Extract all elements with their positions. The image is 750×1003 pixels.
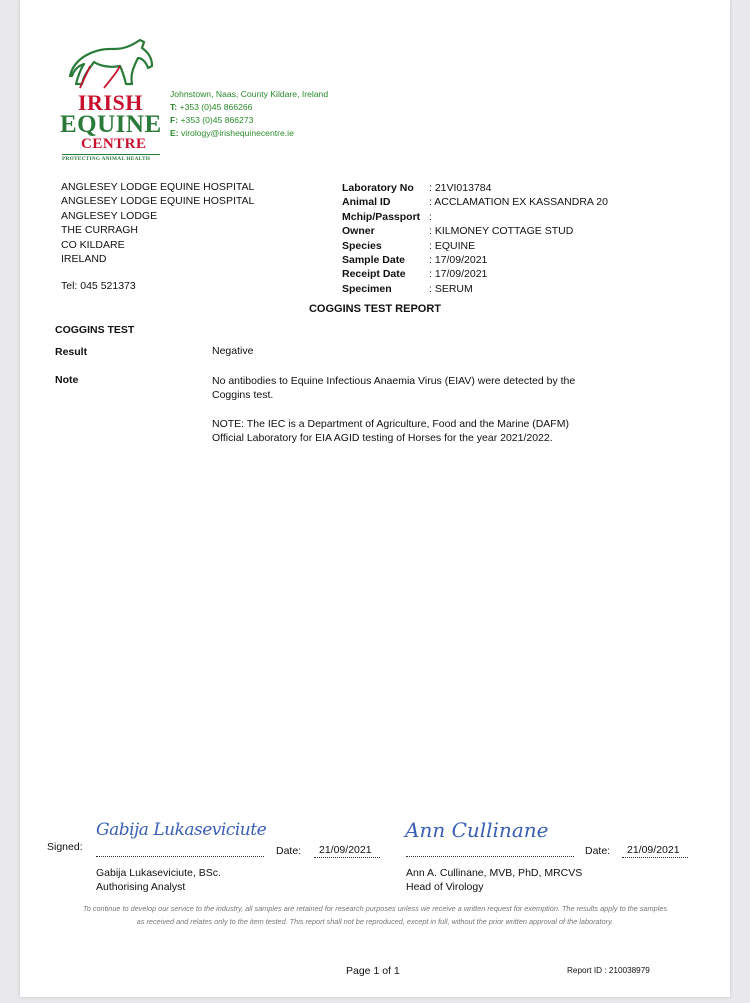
head-signatory [406, 866, 582, 894]
signature-head: Ann Cullinane [405, 818, 549, 842]
detail-row [342, 224, 608, 238]
logo-word-irish: IRISH [78, 90, 143, 115]
detail-value: : 17/09/2021 [429, 254, 488, 267]
result-label: Result [55, 346, 88, 358]
signature-line [96, 856, 264, 857]
signatory-name: Gabija Lukaseviciute, BSc. [96, 867, 221, 879]
logo-word-centre: CENTRE [81, 136, 147, 152]
sample-details [342, 181, 608, 296]
detail-value: : 21VI013784 [429, 182, 492, 194]
detail-row [342, 239, 608, 253]
date-line [314, 857, 380, 858]
signatory-name: Ann A. Cullinane, MVB, PhD, MRCVS [406, 867, 583, 879]
logo-word-equine: EQUINE [60, 111, 162, 138]
page-number: Page 1 of 1 [346, 965, 400, 977]
detail-value: : ACCLAMATION EX KASSANDRA 20 [429, 196, 608, 209]
address-line: ANGLESEY LODGE EQUINE HOSPITAL [61, 181, 255, 193]
contact-address: Johnstown, Naas, County Kildare, Ireland [170, 89, 329, 99]
recipient-address [61, 180, 254, 266]
detail-value: : EQUINE [429, 239, 476, 252]
disclaimer: To continue to develop our service to the industry, all samples are retained for research purposes unless we receive a written request for exemption. The results apply to the samples as received and relates only to the item tested. This report shall not be reproduced, except in full, without the prior written approval of the laboratory. [82, 904, 668, 926]
contact-email: E: virology@irishequinecentre.ie [170, 128, 294, 138]
signature-line [406, 856, 574, 857]
date-value: 21/09/2021 [319, 844, 372, 856]
detail-label: Specimen [342, 282, 392, 295]
detail-row [342, 181, 608, 195]
irish-equine-centre-logo [60, 36, 162, 168]
date-label: Date: [276, 845, 302, 857]
logo-tagline: PROTECTING ANIMAL HEALTH [62, 156, 151, 162]
signed-label: Signed: [47, 841, 83, 853]
horse-icon [60, 36, 162, 92]
address-line: ANGLESEY LODGE EQUINE HOSPITAL [61, 195, 255, 208]
address-line: THE CURRAGH [61, 224, 139, 237]
detail-value: : [429, 210, 432, 223]
signatory-role: Head of Virology [406, 881, 484, 893]
report-id: Report ID : 210038979 [567, 966, 650, 975]
detail-label: Mchip/Passport [342, 210, 421, 223]
detail-label: Receipt Date [342, 268, 406, 281]
detail-label: Animal ID [342, 196, 391, 209]
date-value: 21/09/2021 [627, 844, 680, 856]
detail-row [342, 195, 608, 209]
contact-phone: T: +353 (0)45 866266 [170, 102, 253, 112]
detail-label: Owner [342, 225, 375, 238]
detail-row [342, 282, 608, 296]
contact-fax: F: +353 (0)45 866273 [170, 115, 254, 125]
date-label: Date: [585, 845, 611, 857]
detail-row [342, 210, 608, 224]
detail-value: : KILMONEY COTTAGE STUD [429, 225, 574, 238]
report-title: COGGINS TEST REPORT [308, 303, 441, 315]
signatory-role: Authorising Analyst [96, 881, 186, 893]
logo-divider [62, 154, 160, 155]
recipient-tel: Tel: 045 521373 [61, 280, 136, 292]
detail-row [342, 253, 608, 267]
note-label: Note [55, 374, 79, 386]
address-line: IRELAND [61, 253, 107, 266]
analyst-signatory [96, 866, 221, 894]
detail-label: Species [342, 239, 382, 252]
detail-label: Sample Date [342, 254, 406, 267]
date-line [622, 857, 688, 858]
detail-label: Laboratory No [342, 182, 414, 194]
signature-analyst: Gabija Lukaseviciute [96, 820, 267, 840]
result-value: Negative [212, 345, 254, 357]
dafm-note-text: NOTE: The IEC is a Department of Agriculture, Food and the Marine (DAFM) Official Laboratory for EIA AGID testing of Horses for the year 2021/2022. [212, 418, 569, 444]
detail-row [342, 267, 608, 281]
address-line: CO KILDARE [61, 238, 125, 251]
report-page [20, 0, 730, 997]
detail-value: : 17/09/2021 [429, 268, 488, 281]
address-line: ANGLESEY LODGE [61, 209, 158, 222]
note-text: No antibodies to Equine Infectious Anaemia Virus (EIAV) were detected by the Coggins test. [212, 375, 576, 401]
contact-block [170, 88, 328, 140]
detail-value: : SERUM [429, 282, 473, 295]
test-title: COGGINS TEST [55, 324, 135, 336]
